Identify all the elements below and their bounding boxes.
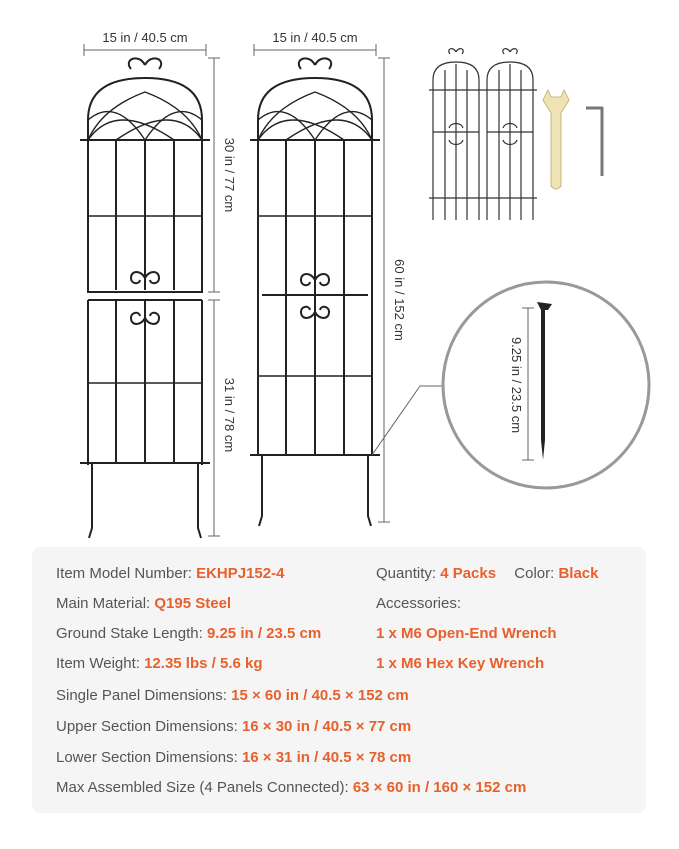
single-panel-value: 15 × 60 in / 40.5 × 152 cm <box>231 687 409 704</box>
spec-card <box>32 547 646 813</box>
left-panel-upper <box>80 58 210 293</box>
max-size-value: 63 × 60 in / 160 × 152 cm <box>352 779 527 796</box>
right-width-label: 15 in / 40.5 cm <box>272 30 358 45</box>
left-width-label: 15 in / 40.5 cm <box>102 30 188 45</box>
left-panel-lower <box>80 300 210 538</box>
upper-section-value: 16 × 30 in / 40.5 × 77 cm <box>241 718 412 735</box>
stake-height-label: 9.25 in / 23.5 cm <box>509 336 524 434</box>
stake-value: 9.25 in / 23.5 cm <box>206 625 322 642</box>
panel-pair-thumbnail <box>429 49 537 220</box>
open-end-wrench-icon <box>543 90 569 189</box>
stake-zoom <box>443 282 649 488</box>
stake-row: Ground Stake Length: 9.25 in / 23.5 cm <box>56 625 322 642</box>
hex-key-icon <box>586 108 602 176</box>
material-value: Q195 Steel <box>154 595 232 612</box>
material-row: Main Material: Q195 Steel <box>56 595 232 612</box>
right-panel <box>250 58 380 526</box>
quantity-value: 4 Packs <box>440 565 497 582</box>
lower-section-value: 16 × 31 in / 40.5 × 78 cm <box>241 749 412 766</box>
max-size-row: Max Assembled Size (4 Panels Connected): 63 × 60 in / 160 × 152 cm <box>56 779 527 796</box>
lower-section-row: Lower Section Dimensions: 16 × 31 in / 40.5 × 78 cm <box>56 749 412 766</box>
quantity-row: Quantity: 4 Packs Color: Black <box>376 565 599 582</box>
accessory-item-1: 1 x M6 Open-End Wrench <box>376 625 557 642</box>
single-panel-row: Single Panel Dimensions: 15 × 60 in / 40.5 × 152 cm <box>56 687 409 704</box>
weight-value: 12.35 lbs / 5.6 kg <box>144 655 263 672</box>
upper-section-row: Upper Section Dimensions: 16 × 30 in / 40.5 × 77 cm <box>56 718 412 735</box>
lower-height-label: 31 in / 78 cm <box>222 377 237 453</box>
accessory-item-2: 1 x M6 Hex Key Wrench <box>376 655 545 672</box>
upper-height-label: 30 in / 77 cm <box>222 137 237 213</box>
color-value: Black <box>558 565 599 582</box>
weight-row: Item Weight: 12.35 lbs / 5.6 kg <box>56 655 263 672</box>
accessories-heading: Accessories: <box>376 595 462 612</box>
total-height-label: 60 in / 152 cm <box>392 259 407 341</box>
model-value: EKHPJ152-4 <box>196 565 285 582</box>
model-row: Item Model Number: EKHPJ152-4 <box>56 565 285 582</box>
